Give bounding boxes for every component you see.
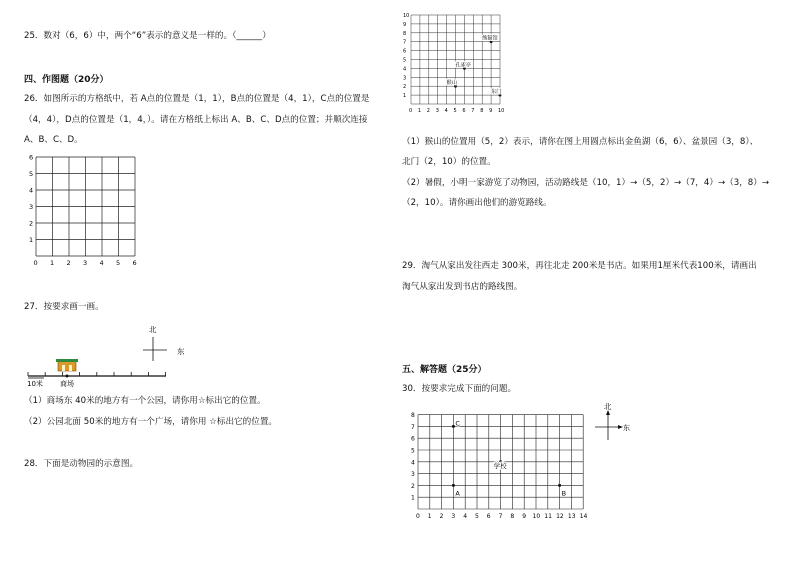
q30-point (452, 484, 455, 487)
q30-point-label: C (455, 419, 460, 428)
section4-title: 四、作图题（20分） (24, 75, 109, 85)
q27-east-label: 东 (177, 347, 185, 356)
q28-y-tick: 10 (403, 13, 410, 19)
q26-x-tick: 1 (50, 259, 55, 267)
q28-item2-line2: （2，10）。请你画出他们的游览路线。 (402, 198, 552, 208)
q26-y-tick: 5 (29, 170, 34, 178)
q27-item2: （2）公园北面 50米的地方有一个广场，请你用 ☆标出它的位置。 (24, 417, 278, 427)
q30-x-tick: 2 (439, 513, 444, 520)
q28-item1-line2: 北门（2，10）的位置。 (402, 157, 496, 167)
q26-x-tick: 4 (99, 259, 104, 267)
q27-north-label: 北 (149, 325, 157, 334)
q30-point-label: A (455, 489, 460, 498)
q28-x-tick: 7 (471, 108, 475, 114)
q30-y-tick: 8 (411, 412, 415, 420)
q28-y-tick: 2 (403, 84, 407, 91)
q30-y-tick: 1 (411, 494, 415, 502)
q30-y-tick: 5 (411, 447, 415, 455)
q30-x-tick: 9 (522, 513, 527, 520)
q30-x-tick: 14 (579, 513, 588, 520)
q30-x-tick: 5 (475, 513, 479, 520)
q28-y-tick: 1 (403, 93, 407, 100)
q28-x-tick: 1 (417, 108, 422, 114)
q28-x-tick: 8 (480, 108, 484, 114)
q30-x-tick: 4 (463, 513, 468, 520)
q30-point (558, 484, 561, 487)
q28-y-tick: 4 (403, 66, 407, 73)
q30-x-tick: 8 (510, 513, 515, 520)
q28-item2-line1: （2）暑假，小明一家游览了动物园，活动路线是（10，1）→（5，2）→（7，4）→（3，8）→ (402, 178, 770, 188)
q27-scale-label: 10米 (27, 380, 43, 388)
q26-x-tick: 0 (33, 259, 38, 267)
q30-x-tick: 11 (544, 513, 552, 520)
q26-y-tick: 4 (29, 186, 34, 195)
q28-y-tick: 5 (403, 57, 407, 64)
q26-line3: A、B、C、D。 (24, 135, 83, 145)
q25-close-paren: ） (262, 31, 271, 41)
q30-x-tick: 13 (567, 513, 576, 520)
q30-title: 30．按要求完成下面的问题。 (402, 384, 517, 394)
q28-y-tick: 8 (403, 30, 407, 37)
q25-statement: 25．数对（6，6）中，两个“6”表示的意义是一样的。（ (24, 31, 237, 41)
q30-x-tick: 12 (556, 513, 564, 520)
q28-x-tick: 10 (498, 108, 505, 114)
q26-x-tick: 3 (83, 259, 88, 267)
q27-title: 27．按要求画一画。 (24, 302, 104, 312)
q29-line2: 淘气从家出发到书店的路线图。 (402, 282, 523, 292)
q26-y-tick: 3 (29, 203, 34, 211)
q30-x-tick: 3 (451, 513, 456, 520)
q28-y-tick: 7 (403, 39, 407, 46)
q30-x-tick: 0 (416, 513, 420, 520)
q30-point-label: 学校 (493, 461, 507, 470)
q28-y-tick: 6 (403, 48, 407, 55)
q30-y-tick: 3 (411, 471, 415, 479)
q26-x-tick: 6 (132, 259, 137, 267)
q28-y-tick: 9 (403, 21, 407, 28)
q28-point-label: 孔雀亭 (455, 62, 471, 69)
q29-line1: 29．淘气从家出发往西走 300米，再往北走 200米是书店。如果用1厘米代表100米，请画出 (402, 261, 757, 271)
q30-y-tick: 6 (411, 435, 415, 443)
q30-north-label: 北 (604, 402, 612, 411)
q28-x-tick: 5 (453, 108, 457, 114)
q28-x-tick: 3 (435, 108, 439, 114)
q26-x-tick: 2 (66, 259, 71, 267)
q30-east-label: 东 (623, 424, 630, 432)
q26-line1: 26．如图所示的方格纸中，若 A点的位置是（1，1），B点的位置是（4，1），C点的位置是 (24, 94, 370, 104)
q28-x-tick: 9 (489, 108, 493, 114)
q26-y-tick: 1 (29, 236, 34, 244)
q28-title: 28．下面是动物园的示意图。 (24, 459, 139, 469)
q28-x-tick: 2 (426, 108, 430, 114)
section5-title: 五、解答题（25分） (402, 365, 487, 375)
q28-point-label: 东门 (491, 89, 502, 96)
q26-y-tick: 6 (29, 153, 34, 162)
q30-x-tick: 7 (498, 513, 503, 520)
q27-item1: （1）商场东 40米的地方有一个公园，请你用☆标出它的位置。 (24, 396, 266, 406)
q30-y-tick: 4 (411, 459, 415, 467)
q30-y-tick: 2 (411, 482, 415, 490)
q30-x-tick: 1 (427, 513, 432, 520)
q30-y-tick: 7 (411, 423, 415, 431)
q27-mall-label: 商场 (60, 380, 74, 388)
q30-point-label: B (561, 489, 567, 498)
q28-item1-line1: （1）猴山的位置用（5，2）表示，请你在图上用圆点标出金鱼湖（6，6）、盆景园（3，8）、 (402, 137, 759, 147)
q28-x-tick: 6 (462, 108, 466, 114)
q28-x-tick: 4 (444, 108, 448, 114)
q26-line2: （4，4），D点的位置是（1，4，）。请在方格纸上标出 A、B、C、D点的位置；并顺次连接 (24, 115, 368, 125)
q28-y-tick: 3 (403, 75, 407, 82)
q26-y-tick: 2 (29, 219, 34, 228)
q28-point-label: 熊猫馆 (482, 35, 498, 42)
q25-answer-blank[interactable]: ______ (236, 31, 263, 41)
q28-point-label: 猴山 (446, 80, 457, 87)
q30-x-tick: 6 (486, 513, 491, 520)
q28-x-tick: 0 (409, 108, 413, 114)
q30-x-tick: 10 (532, 513, 541, 520)
q26-x-tick: 5 (116, 259, 121, 267)
